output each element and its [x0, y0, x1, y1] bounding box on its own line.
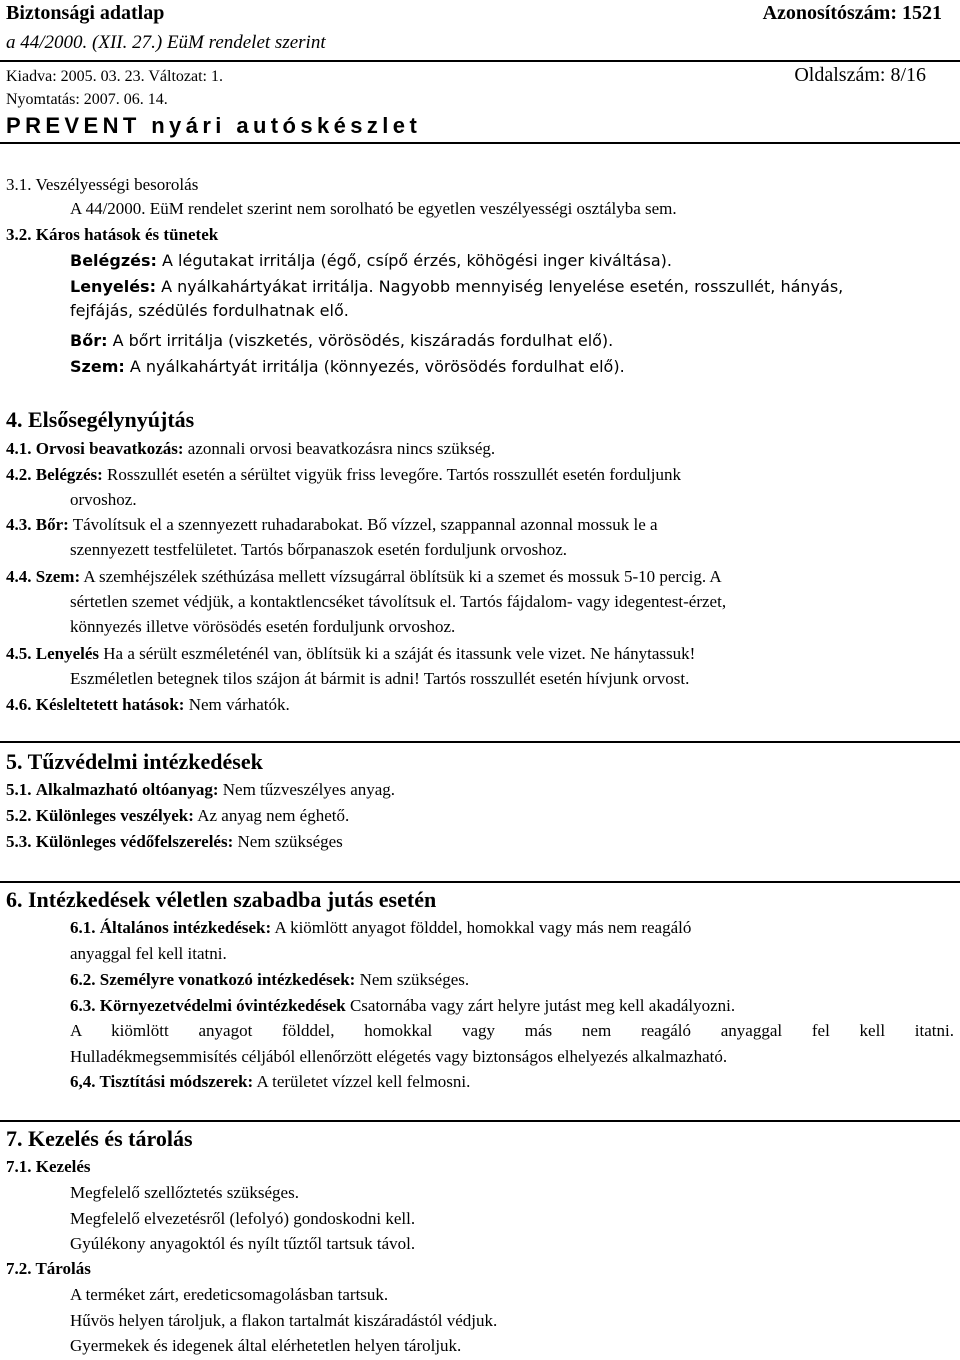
- section-3-2-title: 3.2. Káros hatások és tünetek: [6, 225, 219, 244]
- item-4-2: 4.2. Belégzés: Rosszullét esetén a sérültet vigyük friss levegőre. Tartós rosszullét esetén forduljunk: [6, 465, 682, 484]
- item-4-2-cont: orvoshoz.: [70, 490, 137, 509]
- item-4-3-cont: szennyezett testfelületet. Tartós bőrpanaszok esetén forduljunk orvoshoz.: [70, 540, 568, 559]
- item-6-3-cont-1: A kiömlött anyagot földdel, homokkal vagy más nem reagáló anyaggal fel kell itatni.: [70, 1021, 954, 1040]
- regulation-reference: a 44/2000. (XII. 27.) EüM rendelet szerint: [6, 32, 326, 53]
- section-divider-6: [0, 881, 960, 883]
- handling-line-2: Megfelelő elvezetésről (lefolyó) gondoskodni kell.: [70, 1209, 416, 1228]
- item-4-4: 4.4. Szem: A szemhéjszélek széthúzása mellett vízsugárral öblítsük ki a szemet és mossuk 5-10 percig. A: [6, 567, 722, 586]
- section-7-2-title: 7.2. Tárolás: [6, 1259, 91, 1278]
- item-4-4-cont-1: sértetlen szemet védjük, a kontaktlencséket távolítsuk el. Tartós fájdalom- vagy idegentest-érzet,: [70, 592, 727, 611]
- skin-line: Bőr: A bőrt irritálja (viszketés, vörösödés, kiszáradás fordulhat elő).: [70, 331, 614, 350]
- item-4-1: 4.1. Orvosi beavatkozás: azonnali orvosi beavatkozásra nincs szükség.: [6, 439, 496, 458]
- section-5-title: 5. Tűzvédelmi intézkedések: [6, 749, 263, 774]
- document-id: Azonosítószám: 1521: [762, 2, 942, 24]
- item-4-3: 4.3. Bőr: Távolítsuk el a szennyezett ruhadarabokat. Bő vízzel, szappannal azonnal mossuk le a: [6, 515, 658, 534]
- handling-line-3: Gyúlékony anyagoktól és nyílt tűztől tartsuk távol.: [70, 1234, 416, 1253]
- storage-line-1: A terméket zárt, eredeticsomagolásban tartsuk.: [70, 1285, 389, 1304]
- product-divider: [0, 142, 960, 144]
- eye-line: Szem: A nyálkahártyát irritálja (könnyezés, vörösödés fordulhat elő).: [70, 357, 625, 376]
- item-6-3-cont-2: Hulladékmegsemmisítés céljából ellenőrzött elégetés vagy biztonságos elhelyezés alkalmazható.: [70, 1047, 728, 1066]
- section-3-1-title: 3.1. Veszélyességi besorolás: [6, 175, 199, 194]
- document-title: Biztonsági adatlap: [6, 2, 165, 24]
- item-5-3: 5.3. Különleges védőfelszerelés: Nem szükséges: [6, 832, 343, 851]
- item-4-5-cont: Eszméletlen betegnek tilos szájon át bármit is adni! Tartós rosszullét esetén hívjunk orvost.: [70, 669, 690, 688]
- item-6-1: 6.1. Általános intézkedések: A kiömlött anyagot földdel, homokkal vagy más nem reagáló: [70, 918, 692, 937]
- section-7-title: 7. Kezelés és tárolás: [6, 1126, 193, 1151]
- section-divider-7: [0, 1120, 960, 1122]
- header-divider: [0, 60, 960, 62]
- handling-line-1: Megfelelő szellőztetés szükséges.: [70, 1183, 299, 1202]
- print-date: Nyomtatás: 2007. 06. 14.: [6, 91, 168, 108]
- item-6-1-cont: anyaggal fel kell itatni.: [70, 944, 227, 963]
- item-6-3: 6.3. Környezetvédelmi óvintézkedések Csatornába vagy zárt helyre jutást meg kell akadályozni.: [70, 996, 736, 1015]
- issue-info: Kiadva: 2005. 03. 23. Változat: 1.: [6, 68, 223, 85]
- item-4-5: 4.5. Lenyelés Ha a sérült eszméleténél van, öblítsük ki a száját és itassunk vele vizet. Ne hánytassuk!: [6, 644, 696, 663]
- storage-line-2: Hűvös helyen tároljuk, a flakon tartalmát kiszáradástól védjuk.: [70, 1311, 498, 1330]
- item-6-4: 6,4. Tisztítási módszerek: A területet vízzel kell felmosni.: [70, 1072, 471, 1091]
- ingestion-line: Lenyelés: A nyálkahártyákat irritálja. Nagyobb mennyiség lenyelése esetén, rosszullét, hányás,: [70, 277, 844, 296]
- storage-line-3: Gyermekek és idegenek által elérhetetlen helyen tároljuk.: [70, 1336, 462, 1355]
- section-4-title: 4. Elsősegélynyújtás: [6, 407, 195, 432]
- item-6-2: 6.2. Személyre vonatkozó intézkedések: Nem szükséges.: [70, 970, 470, 989]
- item-4-6: 4.6. Késleltetett hatások: Nem várhatók.: [6, 695, 290, 714]
- product-name: PREVENT nyári autóskészlet: [6, 113, 422, 138]
- inhalation-line: Belégzés: A légutakat irritálja (égő, csípő érzés, köhögési inger kiváltása).: [70, 251, 672, 270]
- section-6-title: 6. Intézkedések véletlen szabadba jutás esetén: [6, 887, 437, 912]
- item-4-4-cont-2: könnyezés illetve vörösödés esetén forduljunk orvoshoz.: [70, 617, 456, 636]
- section-divider-5: [0, 741, 960, 743]
- section-7-1-title: 7.1. Kezelés: [6, 1157, 91, 1176]
- item-5-2: 5.2. Különleges veszélyek: Az anyag nem éghető.: [6, 806, 350, 825]
- ingestion-line-2: fejfájás, szédülés fordulhatnak elő.: [70, 301, 349, 320]
- section-3-1-text: A 44/2000. EüM rendelet szerint nem sorolható be egyetlen veszélyességi osztályba sem.: [70, 199, 677, 218]
- page-number: Oldalszám: 8/16: [794, 64, 926, 86]
- item-5-1: 5.1. Alkalmazható oltóanyag: Nem tűzveszélyes anyag.: [6, 780, 396, 799]
